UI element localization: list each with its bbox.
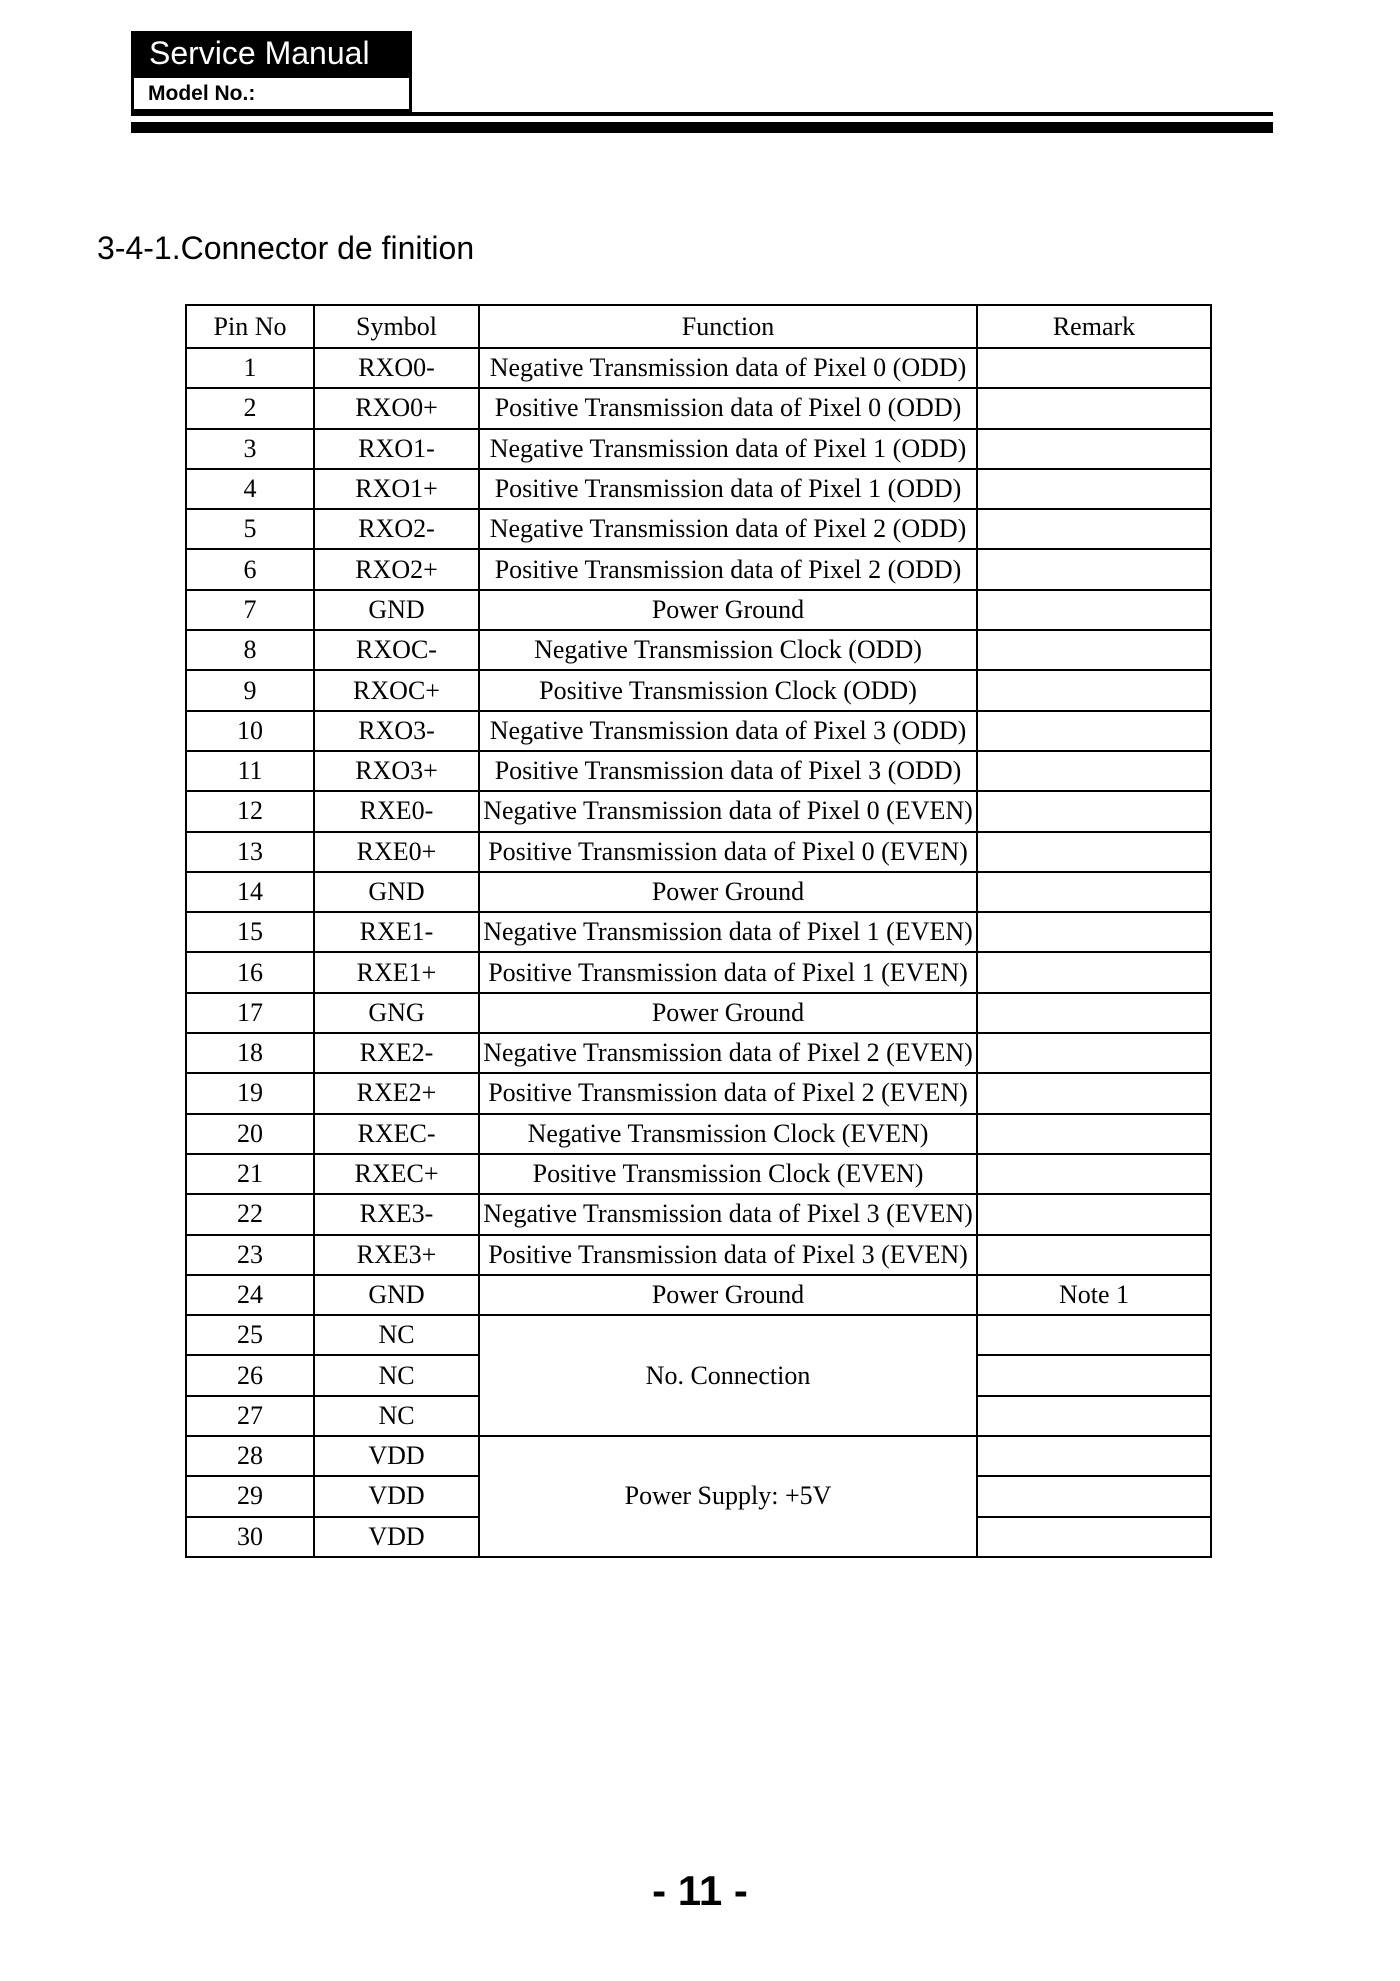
symbol-cell: RXO2-	[314, 509, 479, 549]
table-row	[186, 1033, 1211, 1073]
pin-cell: 23	[186, 1235, 314, 1275]
table-row	[186, 1275, 1211, 1315]
table-row	[186, 791, 1211, 831]
table-row	[186, 509, 1211, 549]
function-cell: Power Ground	[479, 993, 977, 1033]
table-row	[186, 832, 1211, 872]
symbol-cell: RXO1-	[314, 429, 479, 469]
symbol-cell: RXEC+	[314, 1154, 479, 1194]
function-cell: Positive Transmission data of Pixel 1 (ODD)	[479, 469, 977, 509]
table-row	[186, 1315, 1211, 1355]
table-row	[186, 1436, 1211, 1476]
remark-cell	[977, 791, 1211, 831]
function-cell: Positive Transmission data of Pixel 1 (EVEN)	[479, 952, 977, 992]
symbol-cell: RXO2+	[314, 549, 479, 589]
symbol-cell: VDD	[314, 1436, 479, 1476]
symbol-cell: GNG	[314, 993, 479, 1033]
pin-cell: 20	[186, 1114, 314, 1154]
table-row	[186, 1073, 1211, 1113]
function-cell: Negative Transmission data of Pixel 0 (ODD)	[479, 348, 977, 388]
remark-cell	[977, 509, 1211, 549]
remark-cell	[977, 670, 1211, 710]
function-cell: Negative Transmission data of Pixel 2 (EVEN)	[479, 1033, 977, 1073]
table-row	[186, 993, 1211, 1033]
pin-cell: 16	[186, 952, 314, 992]
function-cell: Positive Transmission Clock (EVEN)	[479, 1154, 977, 1194]
function-cell: Power Ground	[479, 872, 977, 912]
remark-cell	[977, 1154, 1211, 1194]
symbol-cell: RXO1+	[314, 469, 479, 509]
remark-cell	[977, 1396, 1211, 1436]
function-cell: Negative Transmission data of Pixel 0 (EVEN)	[479, 791, 977, 831]
symbol-cell: GND	[314, 590, 479, 630]
symbol-cell: RXE1+	[314, 952, 479, 992]
pin-cell: 19	[186, 1073, 314, 1113]
pin-cell: 9	[186, 670, 314, 710]
remark-cell	[977, 1315, 1211, 1355]
pin-cell: 18	[186, 1033, 314, 1073]
remark-cell	[977, 1033, 1211, 1073]
header-box	[131, 31, 412, 112]
table-row	[186, 549, 1211, 589]
symbol-cell: RXO0-	[314, 348, 479, 388]
pin-cell: 8	[186, 630, 314, 670]
symbol-cell: RXO3+	[314, 751, 479, 791]
symbol-cell: RXO0+	[314, 388, 479, 428]
pin-cell: 3	[186, 429, 314, 469]
remark-cell	[977, 711, 1211, 751]
pin-cell: 17	[186, 993, 314, 1033]
function-cell-merged: No. Connection	[479, 1315, 977, 1436]
function-cell: Negative Transmission Clock (EVEN)	[479, 1114, 977, 1154]
remark-cell	[977, 549, 1211, 589]
function-cell: Negative Transmission data of Pixel 3 (EVEN)	[479, 1194, 977, 1234]
symbol-cell: RXO3-	[314, 711, 479, 751]
pin-cell: 30	[186, 1517, 314, 1557]
symbol-cell: RXE3-	[314, 1194, 479, 1234]
pin-cell: 26	[186, 1355, 314, 1395]
table-row	[186, 348, 1211, 388]
symbol-cell: RXE3+	[314, 1235, 479, 1275]
table-row	[186, 1114, 1211, 1154]
column-header-remark: Remark	[977, 305, 1211, 348]
table-row	[186, 1235, 1211, 1275]
symbol-cell: RXOC+	[314, 670, 479, 710]
model-number-label: Model No.:	[131, 75, 412, 112]
remark-cell	[977, 388, 1211, 428]
symbol-cell: RXE0+	[314, 832, 479, 872]
header-rule-thin	[131, 112, 1273, 116]
table-row	[186, 1194, 1211, 1234]
function-cell: Positive Transmission data of Pixel 0 (EVEN)	[479, 832, 977, 872]
remark-cell	[977, 1235, 1211, 1275]
function-cell: Positive Transmission data of Pixel 3 (EVEN)	[479, 1235, 977, 1275]
remark-cell	[977, 952, 1211, 992]
table-row	[186, 630, 1211, 670]
symbol-cell: NC	[314, 1396, 479, 1436]
remark-cell	[977, 1517, 1211, 1557]
remark-cell	[977, 1355, 1211, 1395]
function-cell: Positive Transmission data of Pixel 3 (ODD)	[479, 751, 977, 791]
pin-cell: 28	[186, 1436, 314, 1476]
remark-cell	[977, 872, 1211, 912]
page-number: - 11 -	[652, 1867, 748, 1914]
pin-cell: 27	[186, 1396, 314, 1436]
header-rule-thick	[131, 122, 1273, 133]
symbol-cell: RXOC-	[314, 630, 479, 670]
pin-cell: 15	[186, 912, 314, 952]
pin-cell: 24	[186, 1275, 314, 1315]
function-cell: Negative Transmission data of Pixel 1 (ODD)	[479, 429, 977, 469]
table-row	[186, 912, 1211, 952]
column-header-pin: Pin No	[186, 305, 314, 348]
pin-cell: 25	[186, 1315, 314, 1355]
remark-cell	[977, 630, 1211, 670]
function-cell: Negative Transmission Clock (ODD)	[479, 630, 977, 670]
pin-cell: 2	[186, 388, 314, 428]
function-cell: Negative Transmission data of Pixel 3 (ODD)	[479, 711, 977, 751]
remark-cell	[977, 469, 1211, 509]
symbol-cell: NC	[314, 1315, 479, 1355]
symbol-cell: VDD	[314, 1517, 479, 1557]
pin-cell: 1	[186, 348, 314, 388]
pin-cell: 7	[186, 590, 314, 630]
column-header-function: Function	[479, 305, 977, 348]
table-header-row	[186, 305, 1211, 348]
symbol-cell: RXEC-	[314, 1114, 479, 1154]
symbol-cell: GND	[314, 1275, 479, 1315]
function-cell: Power Ground	[479, 590, 977, 630]
remark-cell	[977, 1476, 1211, 1516]
table-row	[186, 872, 1211, 912]
remark-cell	[977, 832, 1211, 872]
symbol-cell: GND	[314, 872, 479, 912]
symbol-cell: RXE2+	[314, 1073, 479, 1113]
symbol-cell: NC	[314, 1355, 479, 1395]
section-title: 3-4-1.Connector de finition	[97, 230, 475, 266]
table-row	[186, 429, 1211, 469]
remark-cell	[977, 429, 1211, 469]
pin-cell: 22	[186, 1194, 314, 1234]
pin-cell: 13	[186, 832, 314, 872]
pin-cell: 10	[186, 711, 314, 751]
function-cell: Positive Transmission Clock (ODD)	[479, 670, 977, 710]
table-row	[186, 711, 1211, 751]
function-cell: Positive Transmission data of Pixel 2 (EVEN)	[479, 1073, 977, 1113]
pin-cell: 11	[186, 751, 314, 791]
function-cell: Negative Transmission data of Pixel 2 (ODD)	[479, 509, 977, 549]
manual-title: Service Manual	[131, 31, 412, 75]
remark-cell: Note 1	[977, 1275, 1211, 1315]
table-row	[186, 751, 1211, 791]
table-row	[186, 952, 1211, 992]
table-row	[186, 388, 1211, 428]
symbol-cell: VDD	[314, 1476, 479, 1516]
symbol-cell: RXE1-	[314, 912, 479, 952]
remark-cell	[977, 912, 1211, 952]
remark-cell	[977, 590, 1211, 630]
function-cell-merged: Power Supply: +5V	[479, 1436, 977, 1557]
pin-cell: 21	[186, 1154, 314, 1194]
column-header-symbol: Symbol	[314, 305, 479, 348]
table-row	[186, 670, 1211, 710]
pin-cell: 12	[186, 791, 314, 831]
function-cell: Power Ground	[479, 1275, 977, 1315]
pin-cell: 14	[186, 872, 314, 912]
pin-cell: 29	[186, 1476, 314, 1516]
symbol-cell: RXE2-	[314, 1033, 479, 1073]
remark-cell	[977, 1194, 1211, 1234]
remark-cell	[977, 751, 1211, 791]
remark-cell	[977, 1114, 1211, 1154]
pin-cell: 5	[186, 509, 314, 549]
connector-pin-table	[185, 304, 1212, 1558]
table-row	[186, 590, 1211, 630]
pin-cell: 4	[186, 469, 314, 509]
function-cell: Negative Transmission data of Pixel 1 (EVEN)	[479, 912, 977, 952]
function-cell: Positive Transmission data of Pixel 2 (ODD)	[479, 549, 977, 589]
remark-cell	[977, 993, 1211, 1033]
table-row	[186, 1154, 1211, 1194]
symbol-cell: RXE0-	[314, 791, 479, 831]
remark-cell	[977, 1436, 1211, 1476]
pin-cell: 6	[186, 549, 314, 589]
function-cell: Positive Transmission data of Pixel 0 (ODD)	[479, 388, 977, 428]
table-row	[186, 469, 1211, 509]
remark-cell	[977, 348, 1211, 388]
remark-cell	[977, 1073, 1211, 1113]
